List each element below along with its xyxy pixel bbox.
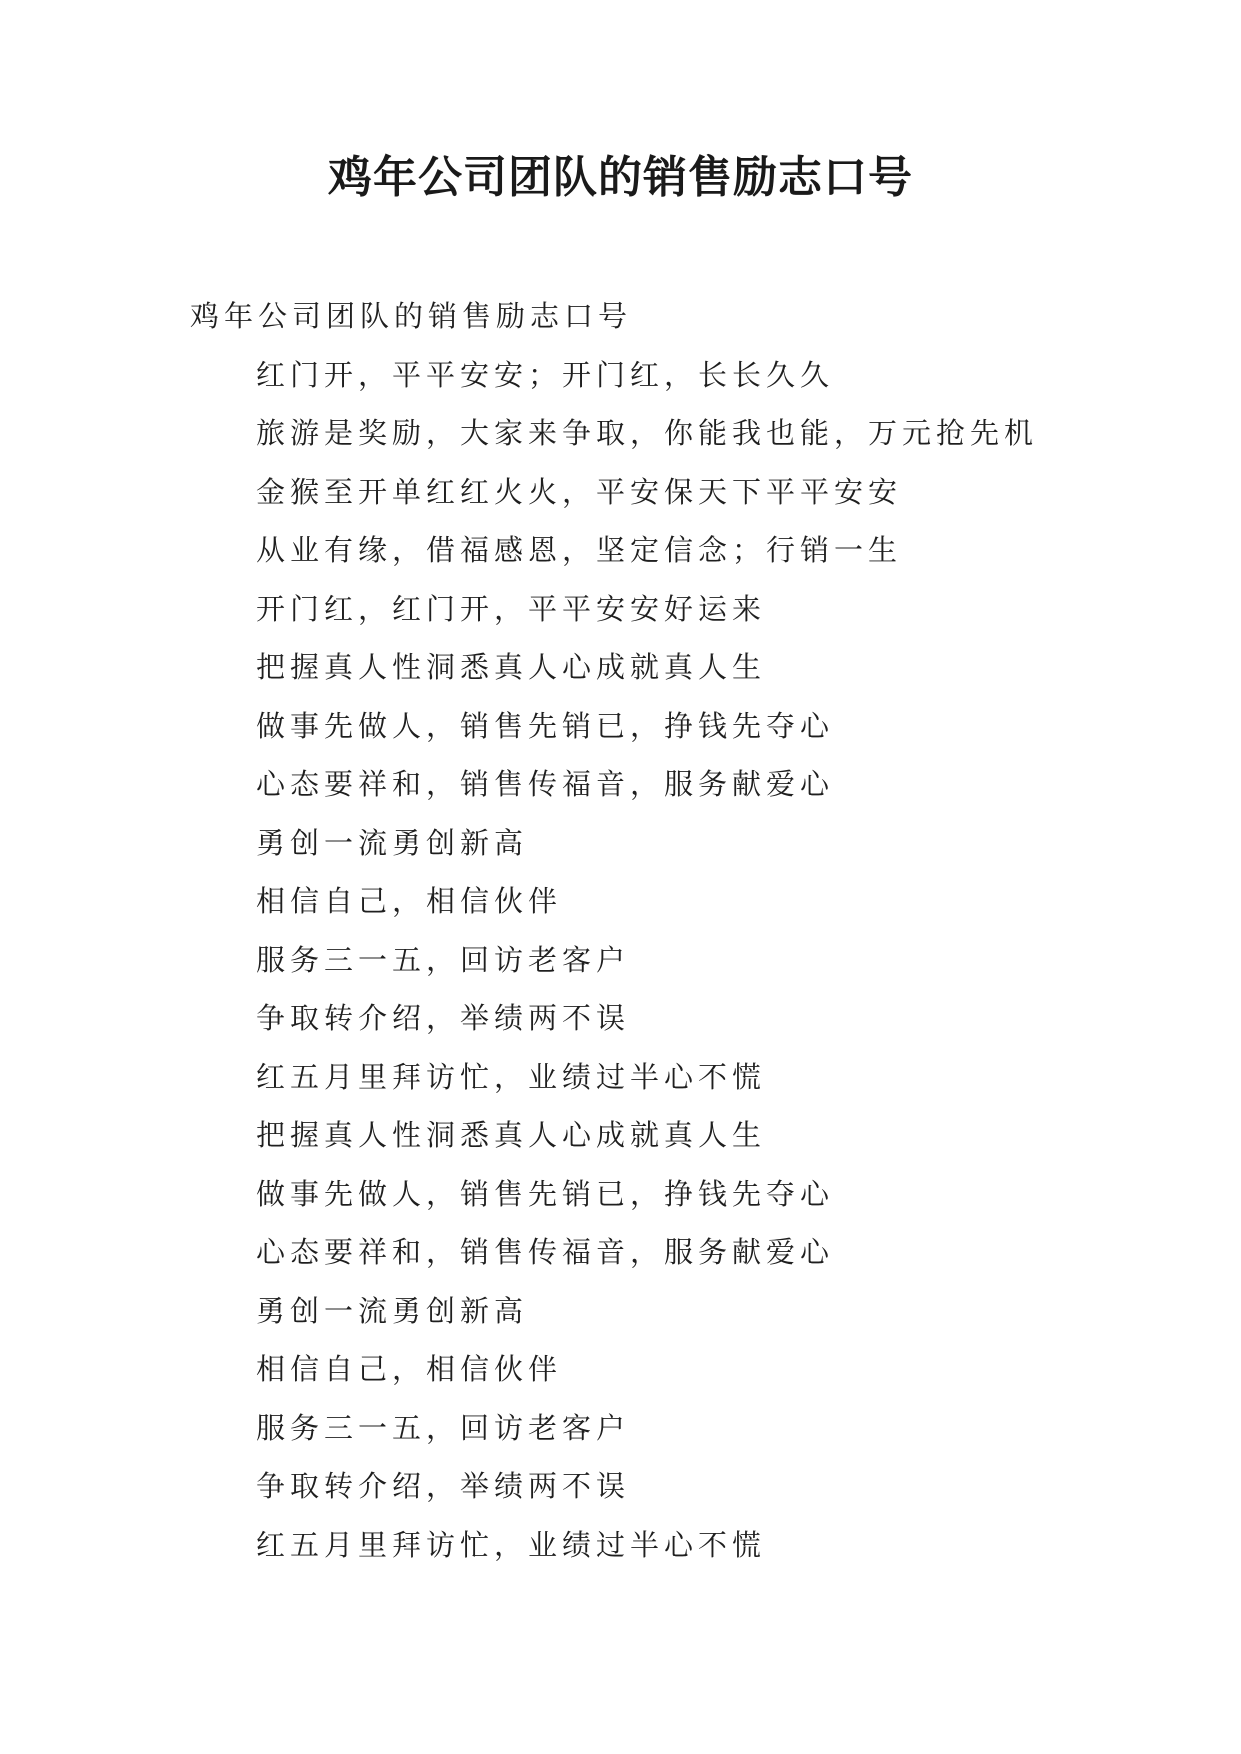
slogan-line: 把握真人性洞悉真人心成就真人生 <box>256 650 767 684</box>
document-subtitle: 鸡年公司团队的销售励志口号 <box>190 299 633 333</box>
slogan-line: 做事先做人，销售先销已，挣钱先夺心 <box>256 1176 835 1211</box>
slogan-list <box>190 346 1090 1575</box>
slogan-line: 勇创一流勇创新高 <box>256 1293 529 1328</box>
document-title: 鸡年公司团队的销售励志口号 <box>328 152 913 203</box>
slogan-line: 服务三一五，回访老客户 <box>256 942 631 977</box>
slogan-line: 做事先做人，销售先销已，挣钱先夺心 <box>256 708 835 743</box>
slogan-line: 争取转介绍，举绩两不误 <box>256 1469 631 1503</box>
slogan-line: 旅游是奖励，大家来争取，你能我也能，万元抢先机 <box>256 416 1039 450</box>
slogan-line: 心态要祥和，销售传福音，服务献爱心 <box>256 1235 835 1269</box>
slogan-line: 相信自己，相信伙伴 <box>256 1352 563 1386</box>
slogan-line: 红五月里拜访忙，业绩过半心不慌 <box>256 1059 767 1094</box>
slogan-line: 争取转介绍，举绩两不误 <box>256 1001 631 1035</box>
slogan-line: 开门红，红门开，平平安安好运来 <box>256 591 767 626</box>
slogan-line: 红五月里拜访忙，业绩过半心不慌 <box>256 1527 767 1562</box>
slogan-line: 把握真人性洞悉真人心成就真人生 <box>256 1118 767 1152</box>
slogan-line: 服务三一五，回访老客户 <box>256 1410 631 1445</box>
slogan-line: 勇创一流勇创新高 <box>256 825 529 860</box>
slogan-line: 金猴至开单红红火火，平安保天下平平安安 <box>256 474 903 509</box>
slogan-line: 从业有缘，借福感恩，坚定信念；行销一生 <box>256 533 903 567</box>
document-body <box>190 287 1090 1574</box>
slogan-line: 心态要祥和，销售传福音，服务献爱心 <box>256 767 835 801</box>
slogan-line: 红门开，平平安安；开门红，长长久久 <box>256 357 835 392</box>
slogan-line: 相信自己，相信伙伴 <box>256 884 563 918</box>
